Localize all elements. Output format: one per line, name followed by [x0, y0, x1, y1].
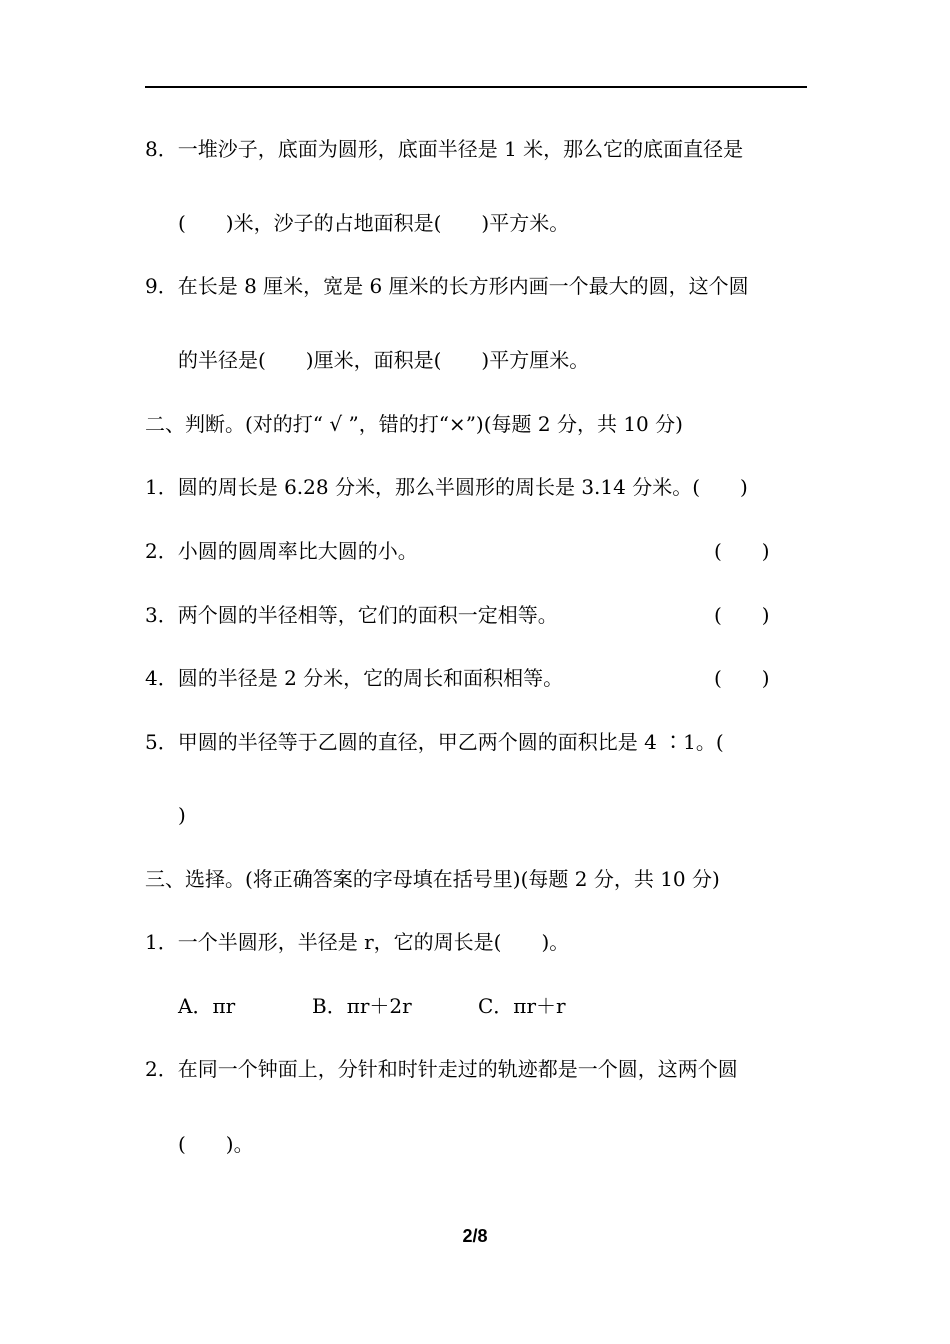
choice-question-2-line-2: ( )。 [178, 1132, 254, 1156]
section-3-heading: 三、选择。(将正确答案的字母填在括号里)(每题 2 分，共 10 分) [145, 867, 720, 891]
judge-item-1: 1．圆的周长是 6.28 分米，那么半圆形的周长是 3.14 分米。( ) [145, 475, 748, 499]
question-9-line-2: 的半径是( )厘米，面积是( )平方厘米。 [178, 348, 590, 372]
judge-item-3: 3．两个圆的半径相等，它们的面积一定相等。 [145, 603, 558, 627]
judge-item-4-answer-bracket[interactable]: ( ) [714, 666, 770, 690]
choice-1-option-b: B．πr＋2r [312, 994, 412, 1018]
section-2-heading: 二、判断。(对的打“ √ ”，错的打“×”)(每题 2 分，共 10 分) [145, 412, 683, 436]
question-8-line-2: ( )米，沙子的占地面积是( )平方米。 [178, 211, 570, 235]
page-number: 2/8 [462, 1226, 488, 1246]
judge-item-5-line-2: ) [178, 803, 186, 827]
judge-item-2: 2．小圆的圆周率比大圆的小。 [145, 539, 418, 563]
judge-item-3-answer-bracket[interactable]: ( ) [714, 603, 770, 627]
judge-item-5: 5．甲圆的半径等于乙圆的直径，甲乙两个圆的面积比是 4 ∶1。( [145, 730, 724, 754]
choice-question-2-line-1: 2．在同一个钟面上，分针和时针走过的轨迹都是一个圆，这两个圆 [145, 1057, 738, 1081]
judge-item-2-answer-bracket[interactable]: ( ) [714, 539, 770, 563]
question-9-line-1: 9．在长是 8 厘米，宽是 6 厘米的长方形内画一个最大的圆，这个圆 [145, 274, 749, 298]
choice-1-option-a: A．πr [178, 994, 236, 1018]
judge-item-4: 4．圆的半径是 2 分米，它的周长和面积相等。 [145, 666, 564, 690]
choice-question-1: 1．一个半圆形，半径是 r，它的周长是( )。 [145, 930, 570, 954]
question-8-line-1: 8．一堆沙子，底面为圆形，底面半径是 1 米，那么它的底面直径是 [145, 137, 744, 161]
header-rule [145, 86, 807, 88]
choice-1-option-c: C．πr＋r [478, 994, 566, 1018]
